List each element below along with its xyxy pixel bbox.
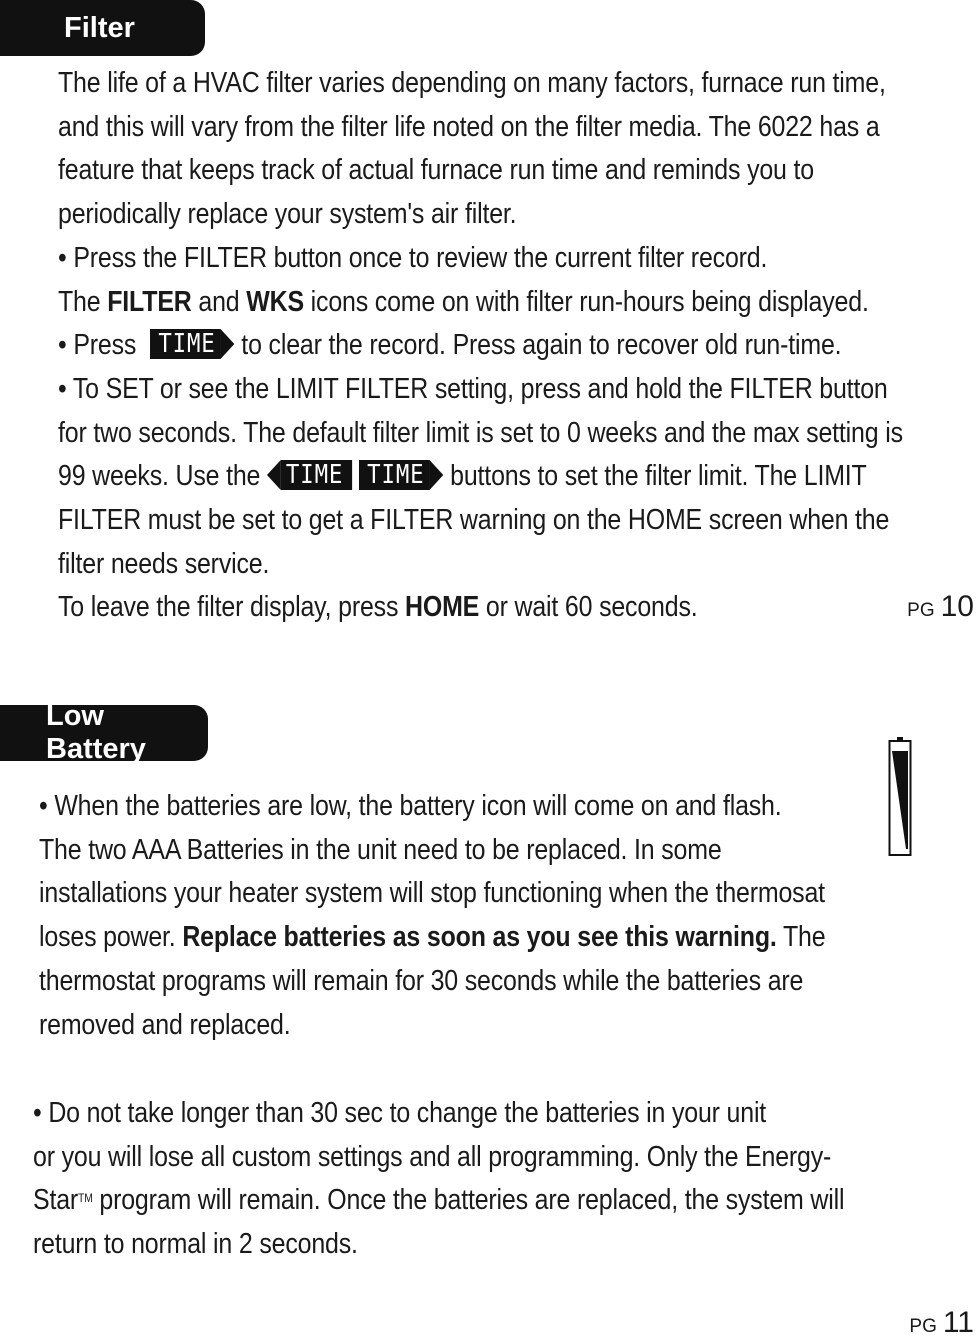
time-right-arrow-key-icon: TIME	[150, 329, 221, 359]
filter-icons-line: The FILTER and WKS icons come on with filter run-hours being displayed.	[58, 285, 869, 318]
page-prefix: PG	[907, 600, 935, 621]
low-battery-section-title: Low Battery	[46, 700, 146, 765]
battery-line: installations your heater system will stop functioning when the thermosat	[39, 877, 825, 910]
page-number-11	[909, 1306, 974, 1340]
page-number: 10	[940, 590, 974, 623]
filter-intro-line: periodically replace your system's air filter.	[58, 198, 517, 231]
home-word: HOME	[405, 591, 480, 624]
battery-change-line: return to normal in 2 seconds.	[33, 1228, 358, 1261]
filter-weeks-line: 99 weeks. Use the TIME TIME buttons to set the filter limit. The LIMIT	[58, 459, 867, 493]
filter-leave-line: To leave the filter display, press HOME or wait 60 seconds.	[58, 591, 698, 624]
filter-intro-line: The life of a HVAC filter varies depending on many factors, furnace run time,	[58, 67, 886, 99]
filter-section-title: Filter	[64, 11, 135, 44]
battery-line: removed and replaced.	[39, 1008, 291, 1041]
filter-warning-line: FILTER must be set to get a FILTER warning on the HOME screen when the	[58, 504, 890, 537]
filter-intro-line: feature that keeps track of actual furnace run time and reminds you to	[58, 154, 814, 187]
wks-icon-word: WKS	[246, 285, 304, 318]
battery-line: thermostat programs will remain for 30 seconds while the batteries are	[39, 964, 804, 997]
filter-limit-line: for two seconds. The default filter limit is set to 0 weeks and the max setting is	[58, 416, 903, 449]
battery-warning-bold: Replace batteries as soon as you see this warning.	[182, 921, 777, 954]
battery-line: • When the batteries are low, the battery icon will come on and flash.	[39, 790, 782, 822]
battery-change-line: • Do not take longer than 30 sec to change the batteries in your unit	[33, 1097, 767, 1129]
low-battery-body	[39, 785, 825, 1047]
time-left-arrow-key-icon: TIME	[281, 460, 352, 490]
page-number-10	[907, 590, 974, 624]
filter-limit-line: • To SET or see the LIMIT FILTER setting, press and hold the FILTER button	[58, 372, 888, 405]
filter-warning-line: filter needs service.	[58, 547, 270, 580]
filter-bullet-clear: • Press TIME to clear the record. Press again to recover old run-time.	[58, 328, 842, 362]
filter-intro-line: and this will vary from the filter life noted on the filter media. The 6022 has a	[58, 110, 880, 143]
filter-section-tab	[0, 0, 205, 56]
page-prefix: PG	[909, 1316, 937, 1337]
filter-bullet-review: • Press the FILTER button once to review the current filter record.	[58, 241, 768, 274]
trademark-mark: TM	[78, 1191, 93, 1206]
battery-star-line: Star™ program will remain. Once the batteries are replaced, the system will	[33, 1184, 845, 1217]
low-battery-section-tab	[0, 700, 208, 765]
battery-change-line: or you will lose all custom settings and all programming. Only the Energy-	[33, 1140, 832, 1173]
page-number: 11	[942, 1306, 974, 1339]
battery-power-line: loses power. Replace batteries as soon as you see this warning. The	[39, 921, 826, 954]
battery-change-body	[33, 1092, 844, 1267]
filter-icon-word: FILTER	[107, 285, 192, 318]
filter-section-body	[58, 62, 903, 630]
battery-line: The two AAA Batteries in the unit need to be replaced. In some	[39, 833, 722, 866]
time-right-arrow-key-icon: TIME	[359, 460, 430, 490]
battery-icon	[888, 737, 912, 857]
